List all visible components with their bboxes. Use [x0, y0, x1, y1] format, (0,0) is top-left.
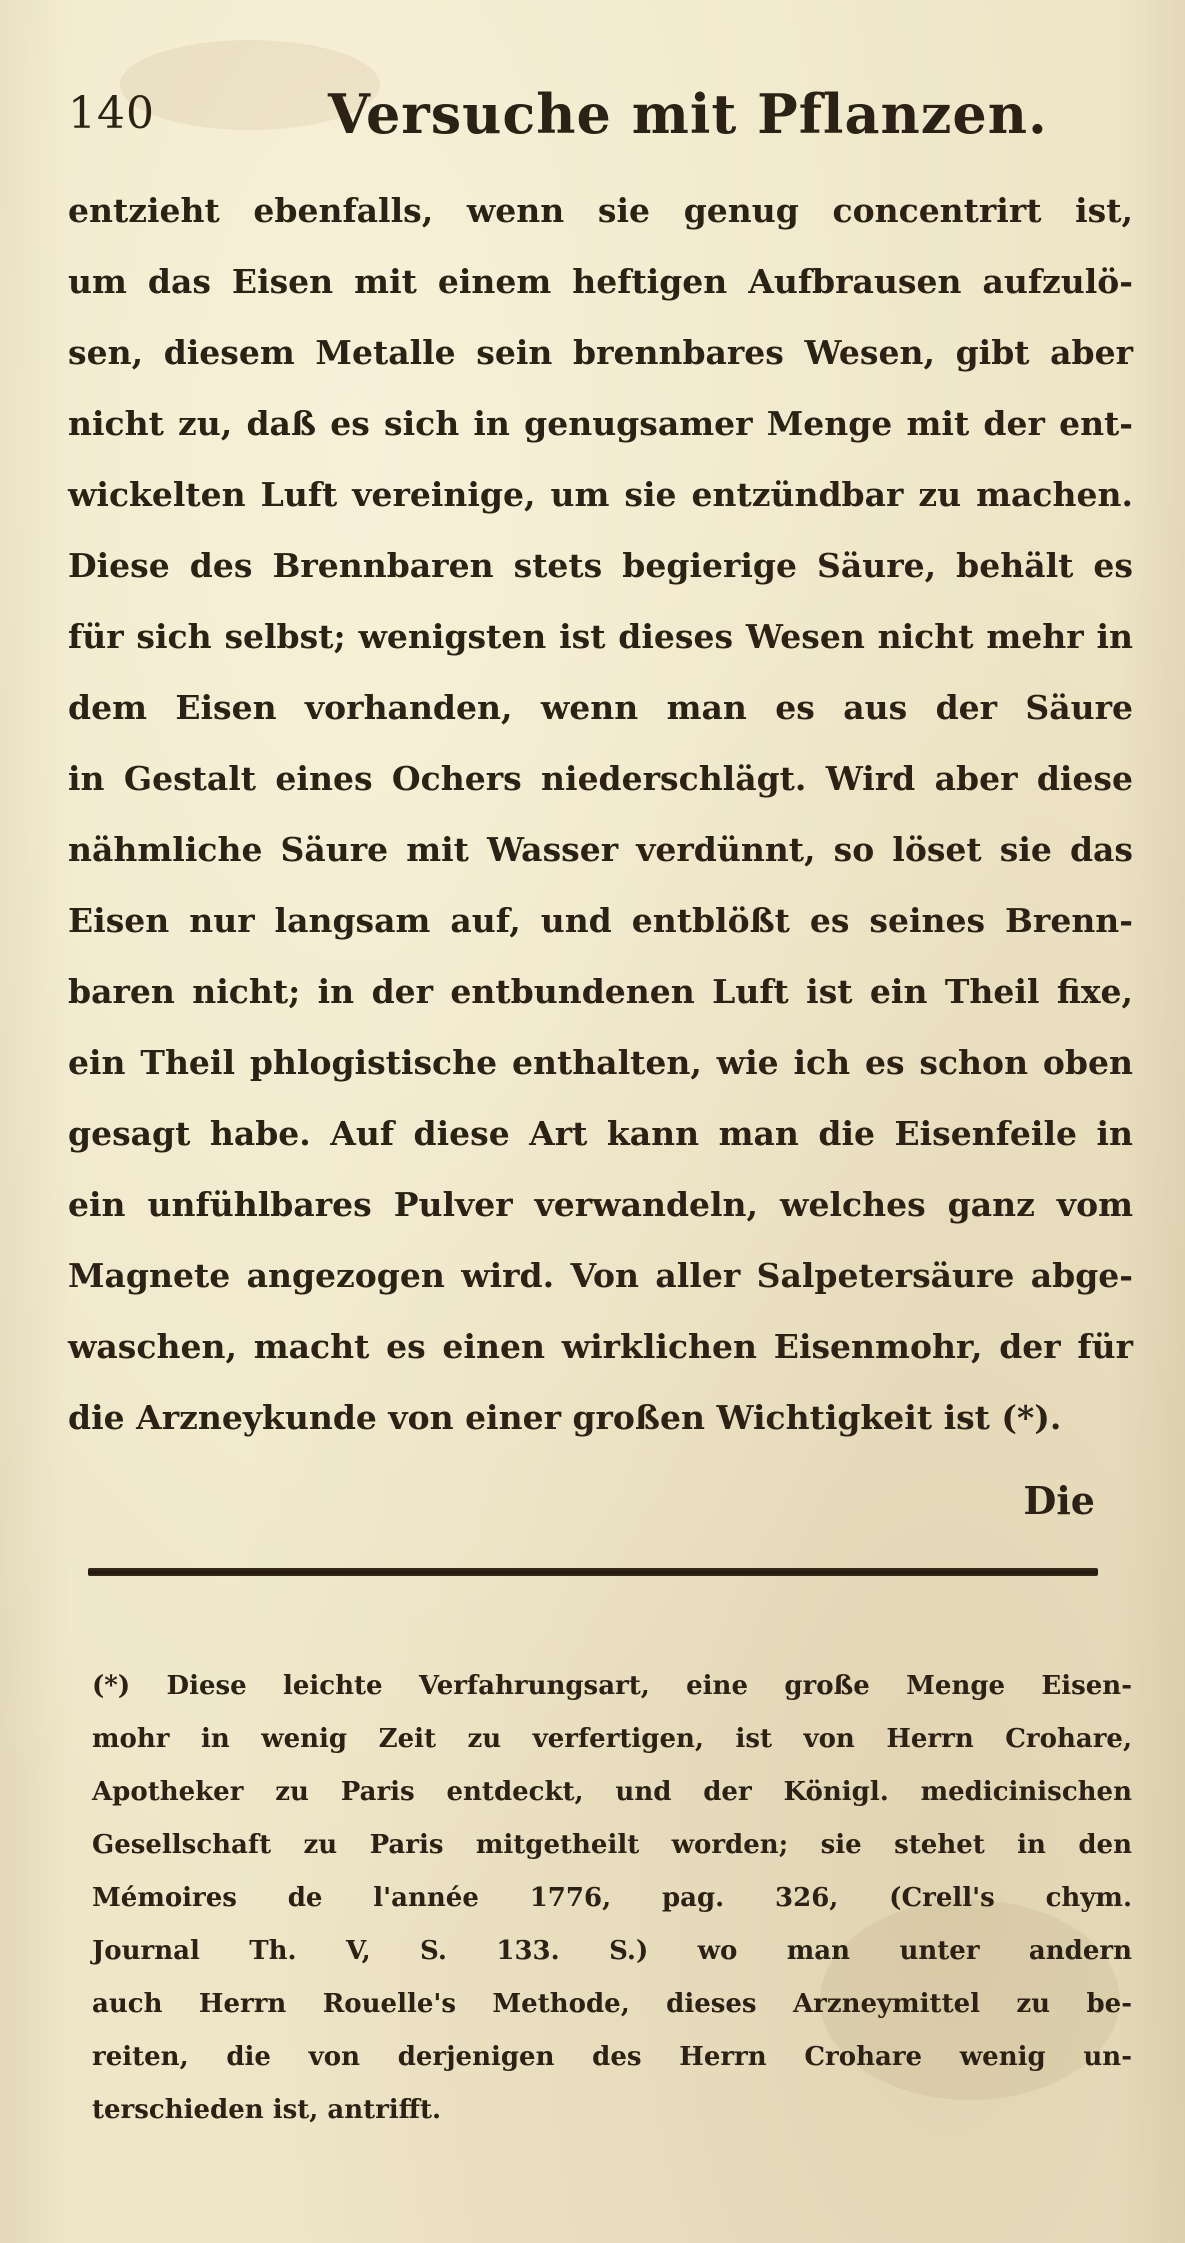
text-line: baren nicht; in der entbundenen Luft ist ein Theil fixe,	[68, 972, 1133, 1011]
main-text	[68, 175, 1133, 1453]
footnote-line: auch Herrn Rouelle's Methode, dieses Arzneymittel zu be-	[92, 1989, 1132, 2019]
text-line: gesagt habe. Auf diese Art kann man die Eisenfeile in	[68, 1114, 1133, 1153]
footnote-line: (*) Diese leichte Verfahrungsart, eine große Menge Eisen-	[92, 1671, 1132, 1701]
page-header	[68, 78, 1128, 158]
text-line: sen, diesem Metalle sein brennbares Wesen, gibt aber	[68, 333, 1133, 372]
footnote-divider-rule	[88, 1568, 1098, 1576]
footnote	[92, 1660, 1132, 2137]
text-line: Magnete angezogen wird. Von aller Salpetersäure abge-	[68, 1256, 1133, 1295]
page-number: 140	[68, 88, 155, 139]
text-line: ein Theil phlogistische enthalten, wie ich es schon oben	[68, 1043, 1133, 1082]
text-line: Diese des Brennbaren stets begierige Säure, behält es	[68, 546, 1133, 585]
text-line: für sich selbst; wenigsten ist dieses Wesen nicht mehr in	[68, 617, 1133, 656]
text-line: entzieht ebenfalls, wenn sie genug concentrirt ist,	[68, 191, 1133, 230]
footnote-line: reiten, die von derjenigen des Herrn Crohare wenig un-	[92, 2042, 1132, 2072]
text-line: Eisen nur langsam auf, und entblößt es seines Brenn-	[68, 901, 1133, 940]
text-line: dem Eisen vorhanden, wenn man es aus der Säure	[68, 688, 1133, 727]
text-line: die Arzneykunde von einer großen Wichtigkeit ist (*).	[68, 1398, 1062, 1437]
text-line: nähmliche Säure mit Wasser verdünnt, so löset sie das	[68, 830, 1133, 869]
text-line: um das Eisen mit einem heftigen Aufbrausen aufzulö-	[68, 262, 1133, 301]
footnote-line: Gesellschaft zu Paris mitgetheilt worden; sie stehet in den	[92, 1830, 1132, 1860]
footnote-line: terschieden ist, antrifft.	[92, 2095, 442, 2125]
catchword: Die	[1023, 1478, 1095, 1523]
footnote-line: Apotheker zu Paris entdeckt, und der Königl. medicinischen	[92, 1777, 1132, 1807]
footnote-line: Journal Th. V, S. 133. S.) wo man unter andern	[92, 1936, 1132, 1966]
footnote-line: Mémoires de l'année 1776, pag. 326, (Crell's chym.	[92, 1883, 1132, 1913]
footnote-line: mohr in wenig Zeit zu verfertigen, ist von Herrn Crohare,	[92, 1724, 1132, 1754]
text-line: waschen, macht es einen wirklichen Eisenmohr, der für	[68, 1327, 1133, 1366]
text-line: ein unfühlbares Pulver verwandeln, welches ganz vom	[68, 1185, 1133, 1224]
text-line: in Gestalt eines Ochers niederschlägt. Wird aber diese	[68, 759, 1133, 798]
text-line: nicht zu, daß es sich in genugsamer Menge mit der ent-	[68, 404, 1133, 443]
running-title: Versuche mit Pflanzen.	[328, 82, 1048, 146]
text-line: wickelten Luft vereinige, um sie entzündbar zu machen.	[68, 475, 1133, 514]
